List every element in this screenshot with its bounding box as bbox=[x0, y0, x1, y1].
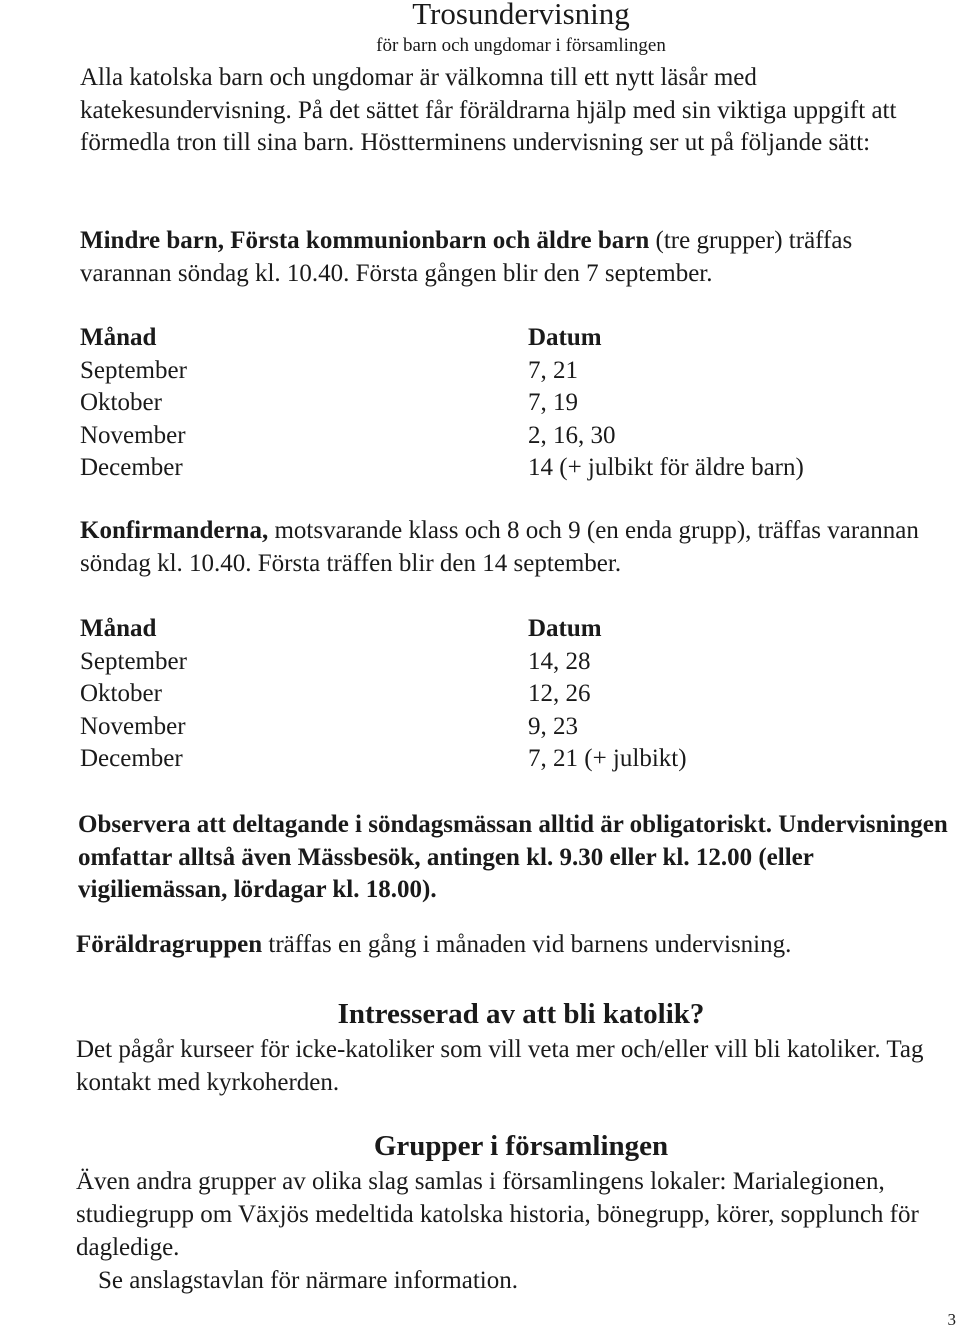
schedule-header bbox=[80, 322, 920, 355]
group1-bold: Mindre barn, Första kommunionbarn och äldre barn bbox=[80, 227, 650, 254]
schedule-row bbox=[80, 743, 920, 776]
month-cell: Oktober bbox=[80, 389, 162, 416]
schedule-table-1 bbox=[80, 322, 920, 485]
parents-text: träffas en gång i månaden vid barnens undervisning. bbox=[262, 931, 792, 958]
page-title: Trosundervisning bbox=[412, 0, 630, 31]
month-cell: December bbox=[80, 745, 183, 772]
parents-paragraph bbox=[76, 929, 946, 962]
groups-text: Även andra grupper av olika slag samlas i församlingens lokaler: Marialegionen, studiegrupp om Växjös medeltida katolska historia, bönegrupp, körer, sopplunch för dagledige. bbox=[76, 1168, 919, 1261]
page-subtitle: för barn och ungdomar i församlingen bbox=[376, 35, 666, 56]
group2-paragraph bbox=[80, 515, 950, 580]
month-header: Månad bbox=[80, 615, 157, 642]
date-cell: 7, 19 bbox=[528, 389, 578, 416]
date-cell: 7, 21 bbox=[528, 356, 578, 384]
catholic-heading: Intresserad av att bli katolik? bbox=[337, 998, 705, 1030]
groups-paragraph bbox=[76, 1165, 956, 1297]
parents-bold: Föräldragruppen bbox=[76, 931, 263, 958]
date-header: Datum bbox=[528, 324, 602, 351]
group1-paragraph bbox=[80, 225, 950, 290]
date-cell: 14 (+ julbikt för äldre barn) bbox=[528, 454, 804, 481]
page-number: 3 bbox=[947, 1310, 956, 1329]
date-cell: 14, 28 bbox=[528, 647, 591, 675]
groups-heading: Grupper i församlingen bbox=[373, 1130, 669, 1162]
month-cell: September bbox=[80, 647, 187, 675]
month-cell: November bbox=[80, 421, 186, 449]
date-cell: 2, 16, 30 bbox=[528, 421, 616, 449]
groups-note: Se anslagstavlan för närmare information. bbox=[98, 1267, 518, 1294]
schedule-header bbox=[80, 613, 920, 646]
schedule-table-2 bbox=[80, 613, 920, 776]
schedule-row bbox=[80, 646, 920, 679]
date-header: Datum bbox=[528, 615, 602, 642]
schedule-row bbox=[80, 420, 920, 453]
schedule-row bbox=[80, 387, 920, 420]
schedule-row bbox=[80, 452, 920, 485]
month-header: Månad bbox=[80, 324, 157, 351]
catholic-paragraph: Det pågår kurseer för icke-katoliker som vill veta mer och/eller vill bli katoliker. Tag kontakt med kyrkoherden. bbox=[76, 1036, 924, 1096]
schedule-row bbox=[80, 711, 920, 744]
intro-paragraph: Alla katolska barn och ungdomar är välkomna till ett nytt läsår med katekesundervisning. På det sättet får föräldrarna hjälp med sin viktiga uppgift att förmedla tron till sina barn. Höstterminens undervisning ser ut på följande sätt: bbox=[80, 64, 897, 156]
month-cell: Oktober bbox=[80, 680, 162, 707]
group2-text: motsvarande klass och 8 och 9 (en enda grupp), träffas varannan söndag kl. 10.40. Första träffen blir den 14 september. bbox=[80, 517, 919, 577]
month-cell: November bbox=[80, 712, 186, 740]
month-cell: December bbox=[80, 454, 183, 481]
schedule-row bbox=[80, 355, 920, 388]
group2-bold: Konfirmanderna, bbox=[80, 517, 269, 544]
date-cell: 7, 21 (+ julbikt) bbox=[528, 745, 687, 772]
schedule-row bbox=[80, 678, 920, 711]
group1-text: (tre grupper) träffas varannan söndag kl. 10.40. Första gången blir den 7 september. bbox=[80, 227, 853, 287]
notice-paragraph: Observera att deltagande i söndagsmässan alltid är obligatoriskt. Undervisningen omfattar alltså även Mässbesök, antingen kl. 9.30 eller kl. 12.00 (eller vigiliemässan, lördagar kl. 18.00). bbox=[78, 811, 948, 903]
date-cell: 9, 23 bbox=[528, 712, 578, 740]
month-cell: September bbox=[80, 356, 187, 384]
date-cell: 12, 26 bbox=[528, 680, 591, 707]
